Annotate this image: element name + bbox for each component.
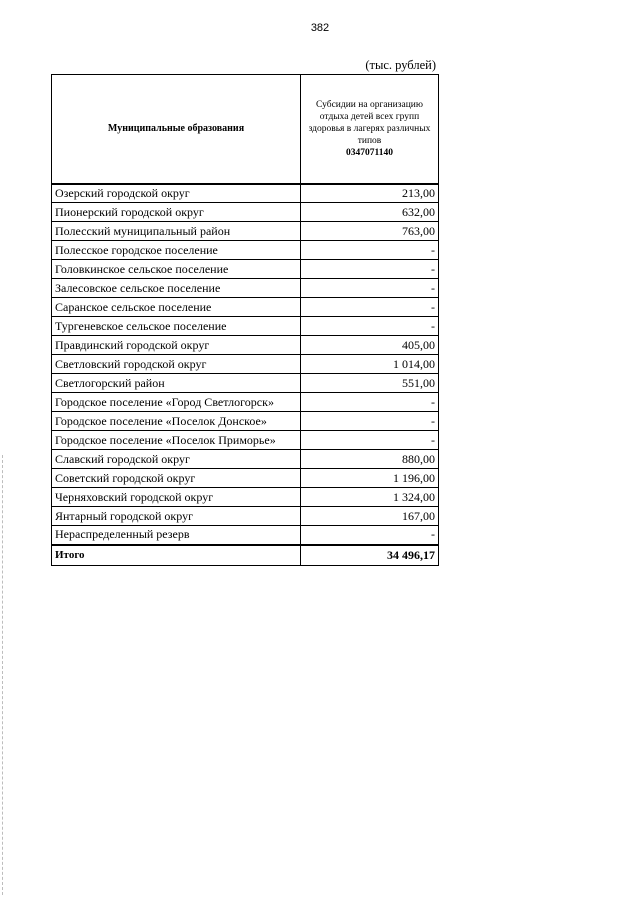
table-row <box>52 260 439 279</box>
scan-edge-line <box>2 455 3 895</box>
subsidy-value: - <box>301 298 439 317</box>
header-subsidy <box>301 75 439 184</box>
subsidy-value: 213,00 <box>301 184 439 203</box>
table-row <box>52 279 439 298</box>
table-header-row <box>52 75 439 184</box>
municipality-name: Городское поселение «Город Светлогорск» <box>52 393 301 412</box>
subsidy-value: 1 014,00 <box>301 355 439 374</box>
municipality-name: Тургеневское сельское поселение <box>52 317 301 336</box>
municipality-name: Нераспределенный резерв <box>52 526 301 545</box>
table-row <box>52 374 439 393</box>
subsidy-value: - <box>301 241 439 260</box>
subsidy-value: 763,00 <box>301 222 439 241</box>
subsidy-value: 167,00 <box>301 507 439 526</box>
table-row <box>52 393 439 412</box>
table-row <box>52 507 439 526</box>
municipality-name: Полесское городское поселение <box>52 241 301 260</box>
municipality-name: Янтарный городской округ <box>52 507 301 526</box>
municipality-name: Славский городской округ <box>52 450 301 469</box>
table-row <box>52 488 439 507</box>
municipality-name: Правдинский городской округ <box>52 336 301 355</box>
subsidy-value: - <box>301 526 439 545</box>
header-subsidy-code: 0347071140 <box>346 147 393 158</box>
subsidy-value: - <box>301 279 439 298</box>
subsidy-value: - <box>301 260 439 279</box>
subsidy-value: - <box>301 393 439 412</box>
municipality-name: Советский городской округ <box>52 469 301 488</box>
municipality-name: Головкинское сельское поселение <box>52 260 301 279</box>
subsidy-value: 405,00 <box>301 336 439 355</box>
municipality-name: Светловский городской округ <box>52 355 301 374</box>
subsidy-value: - <box>301 412 439 431</box>
units-label: (тыс. рублей) <box>365 58 436 72</box>
municipality-name: Черняховский городской округ <box>52 488 301 507</box>
total-value: 34 496,17 <box>301 545 439 566</box>
municipality-name: Городское поселение «Поселок Донское» <box>52 412 301 431</box>
table-row <box>52 355 439 374</box>
table-row <box>52 336 439 355</box>
subsidy-value: 880,00 <box>301 450 439 469</box>
municipality-name: Полесский муниципальный район <box>52 222 301 241</box>
subsidy-value: 1 324,00 <box>301 488 439 507</box>
subsidy-value: 632,00 <box>301 203 439 222</box>
table-row <box>52 203 439 222</box>
table-row <box>52 222 439 241</box>
subsidy-table <box>51 74 439 566</box>
table-row <box>52 412 439 431</box>
total-row <box>52 545 439 566</box>
municipality-name: Озерский городской округ <box>52 184 301 203</box>
table-row <box>52 431 439 450</box>
subsidy-value: 1 196,00 <box>301 469 439 488</box>
header-subsidy-text: Субсидии на организацию отдыха детей всех групп здоровья в лагерях различных типов <box>308 99 431 146</box>
table-row <box>52 184 439 203</box>
table-row <box>52 469 439 488</box>
table-body <box>52 184 439 566</box>
subsidy-value: - <box>301 431 439 450</box>
table-row <box>52 298 439 317</box>
header-municipalities: Муниципальные образования <box>52 75 301 184</box>
municipality-name: Городское поселение «Поселок Приморье» <box>52 431 301 450</box>
municipality-name: Светлогорский район <box>52 374 301 393</box>
subsidy-value: 551,00 <box>301 374 439 393</box>
municipality-name: Пионерский городской округ <box>52 203 301 222</box>
total-label: Итого <box>52 545 301 566</box>
table-row <box>52 241 439 260</box>
municipality-name: Залесовское сельское поселение <box>52 279 301 298</box>
table-row <box>52 317 439 336</box>
municipality-name: Саранское сельское поселение <box>52 298 301 317</box>
table-row <box>52 526 439 545</box>
table-row <box>52 450 439 469</box>
page-number: 382 <box>310 22 330 34</box>
subsidy-value: - <box>301 317 439 336</box>
